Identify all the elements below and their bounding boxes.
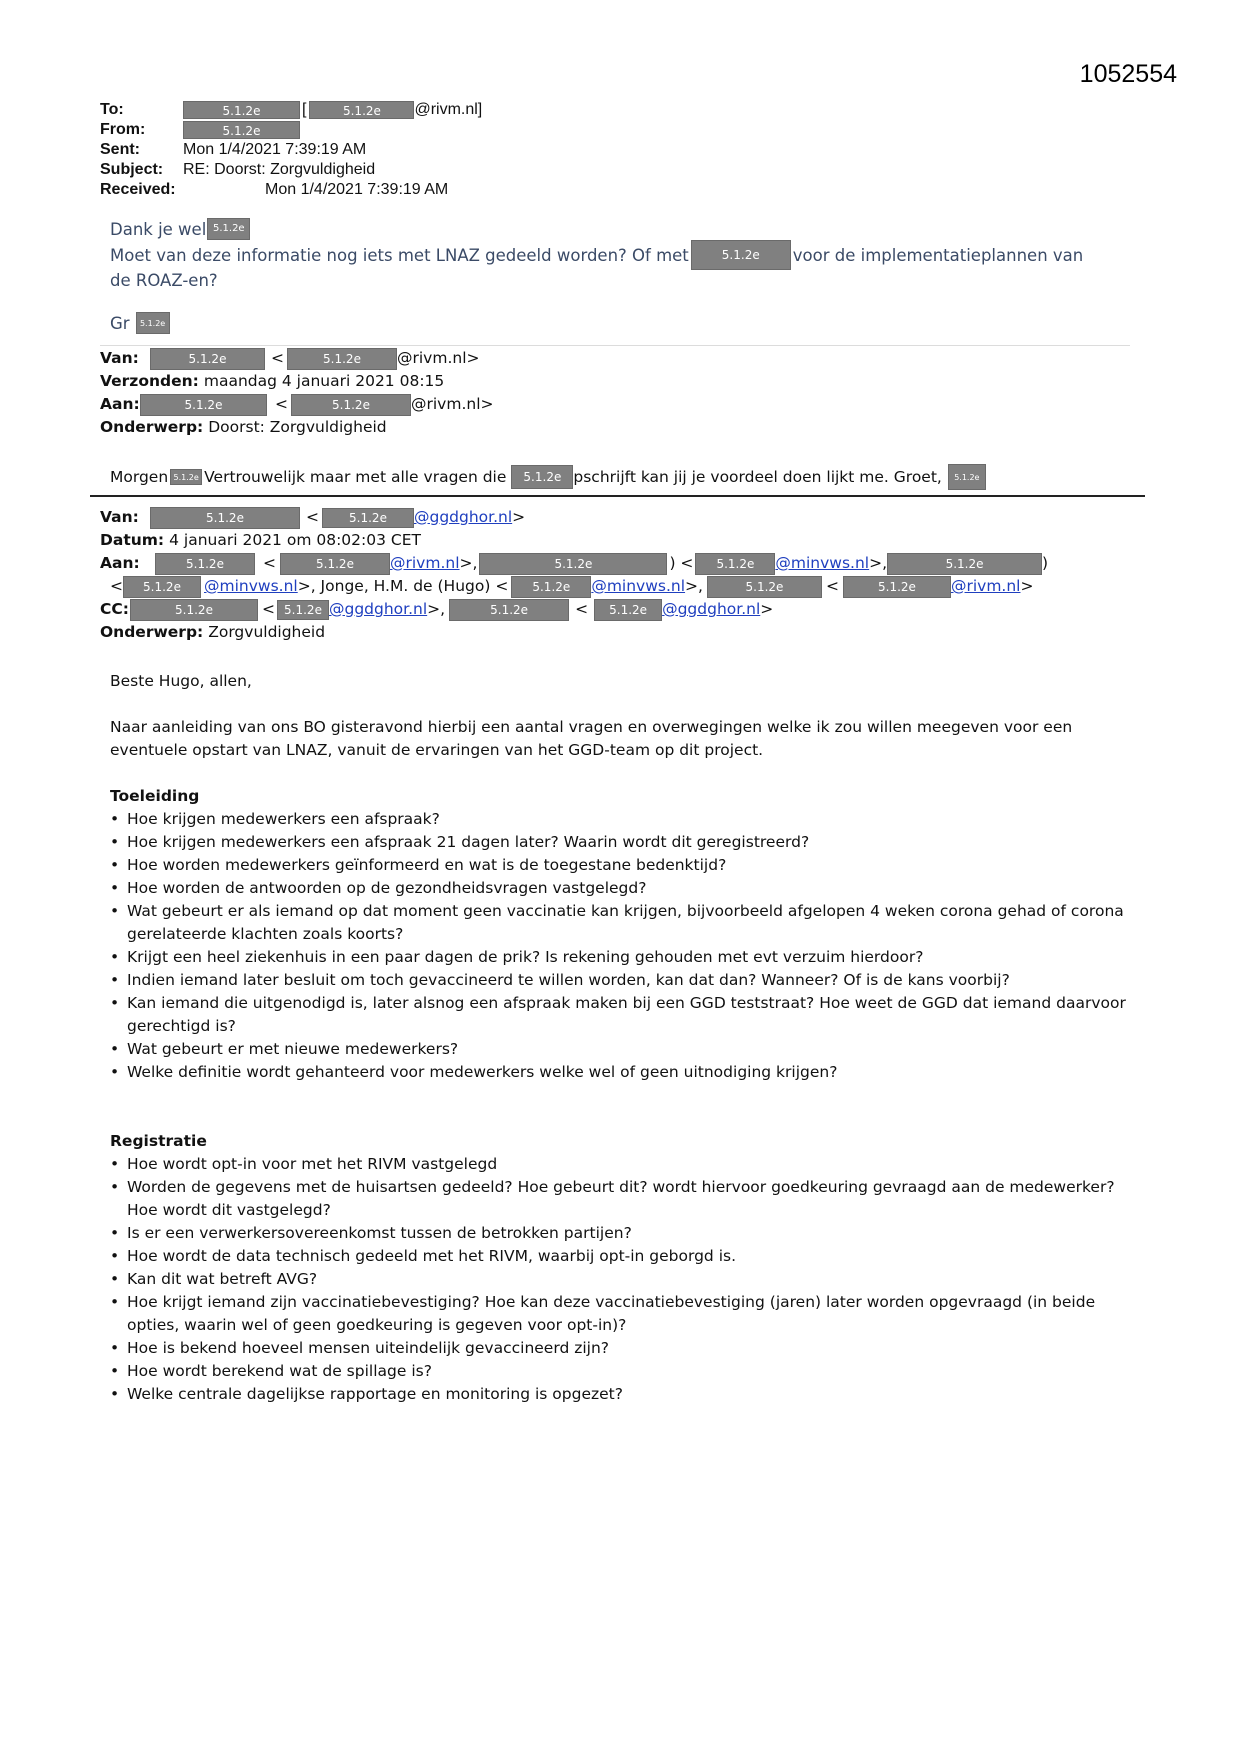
forward-header bbox=[100, 347, 494, 439]
orig-datum-row bbox=[100, 529, 1048, 552]
redaction-block: 5.1.2e bbox=[170, 469, 202, 485]
list-item: • Welke centrale dagelijkse rapportage en monitoring is opgezet? bbox=[64, 1383, 1140, 1406]
greeting: Beste Hugo, allen, bbox=[110, 672, 252, 690]
email-link[interactable]: @ggdghor.nl bbox=[329, 600, 428, 618]
lt: < bbox=[110, 577, 123, 595]
subject-row bbox=[100, 160, 482, 180]
document-id: 1052554 bbox=[1079, 60, 1177, 88]
email-link[interactable]: @rivm.nl bbox=[950, 577, 1021, 595]
subject-value: RE: Doorst: Zorgvuldigheid bbox=[183, 161, 376, 178]
fwd-van-label: Van: bbox=[100, 349, 139, 367]
list-item: • Hoe wordt berekend wat de spillage is? bbox=[64, 1360, 1140, 1383]
sent-row bbox=[100, 140, 482, 160]
to-row bbox=[100, 100, 482, 120]
redaction-block: 5.1.2e bbox=[887, 553, 1042, 575]
list-item: • Wat gebeurt er als iemand op dat moment geen vaccinatie kan krijgen, bijvoorbeeld afgelopen 4 weken corona gehad of corona gerelateerde klachten zoals koorts? bbox=[64, 900, 1140, 946]
redaction-block: 5.1.2e bbox=[123, 576, 201, 598]
redaction-block: 5.1.2e bbox=[322, 508, 414, 528]
list-item: • Wat gebeurt er met nieuwe medewerkers? bbox=[64, 1038, 1140, 1061]
list-item: • Welke definitie wordt gehanteerd voor medewerkers welke wel of geen uitnodiging krijgen? bbox=[64, 1061, 1140, 1084]
redaction-block: 5.1.2e bbox=[140, 394, 267, 416]
list-item: • Indien iemand later besluit om toch gevaccineerd te willen worden, kan dat dan? Wanneer? Of is de kans voorbij? bbox=[64, 969, 1140, 992]
redaction-block: 5.1.2e bbox=[479, 553, 667, 575]
list-item: • Hoe krijgen medewerkers een afspraak? bbox=[64, 808, 1140, 831]
list-item: • Is er een verwerkersovereenkomst tussen de betrokken partijen? bbox=[64, 1222, 1140, 1245]
reply-line-3: de ROAZ-en? bbox=[110, 271, 218, 290]
orig-aan-row-2 bbox=[100, 575, 1048, 598]
to-suffix: @rivm.nl] bbox=[414, 101, 483, 118]
reply-line-1: Dank je wel bbox=[110, 219, 207, 239]
redaction-block: 5.1.2e bbox=[695, 553, 775, 575]
redaction-block: 5.1.2e bbox=[948, 464, 986, 490]
gt-comma: >, bbox=[459, 554, 478, 572]
section-title-registratie: Registratie bbox=[110, 1132, 207, 1150]
gt-comma: >, bbox=[869, 554, 888, 572]
sent-label: Sent: bbox=[100, 141, 140, 158]
redaction-block: 5.1.2e bbox=[280, 553, 390, 575]
redaction-block: 5.1.2e bbox=[594, 599, 662, 621]
redaction-block: 5.1.2e bbox=[843, 576, 951, 598]
reply-line-2b: voor de implementatieplannen van bbox=[792, 245, 1084, 265]
to-bracket: [ bbox=[302, 101, 307, 118]
reply-sign: Gr bbox=[110, 313, 130, 333]
received-value: Mon 1/4/2021 7:39:19 AM bbox=[265, 181, 449, 198]
redaction-block: 5.1.2e bbox=[136, 312, 170, 334]
from-label: From: bbox=[100, 121, 146, 138]
separator-line bbox=[100, 345, 1130, 346]
list-item: • Kan dit wat betreft AVG? bbox=[64, 1268, 1140, 1291]
orig-aan-row bbox=[100, 552, 1048, 575]
email-link[interactable]: @rivm.nl bbox=[390, 554, 460, 572]
fwd-aan-label: Aan: bbox=[100, 395, 140, 413]
subject-label: Subject: bbox=[100, 161, 164, 178]
from-row bbox=[100, 120, 482, 140]
lt: < bbox=[271, 349, 284, 367]
gt-comma: >, bbox=[685, 577, 703, 595]
list-item: • Hoe wordt de data technisch gedeeld met het RIVM, waarbij opt-in geborgd is. bbox=[64, 1245, 1140, 1268]
lt: < bbox=[262, 600, 275, 618]
orig-onderwerp-value: Zorgvuldigheid bbox=[208, 623, 326, 641]
fwd-aan-email: @rivm.nl> bbox=[411, 395, 494, 413]
reply-line-2a: Moet van deze informatie nog iets met LNAZ gedeeld worden? Of met bbox=[110, 245, 689, 265]
email-export-header bbox=[100, 100, 482, 200]
redaction-block: 5.1.2e bbox=[287, 348, 397, 370]
email-link[interactable]: @minvws.nl bbox=[775, 554, 870, 572]
fwd-onderwerp-value: Doorst: Zorgvuldigheid bbox=[208, 418, 387, 436]
fwd-van-email: @rivm.nl> bbox=[397, 349, 480, 367]
redaction-block: 5.1.2e bbox=[707, 576, 822, 598]
list-item: • Hoe is bekend hoeveel mensen uiteindelijk gevaccineerd zijn? bbox=[64, 1337, 1140, 1360]
fwd-van-row bbox=[100, 347, 494, 370]
email-link[interactable]: @ggdghor.nl bbox=[662, 600, 761, 618]
orig-van-row bbox=[100, 506, 1048, 529]
fwd-verzonden-label: Verzonden: bbox=[100, 372, 199, 390]
hugo-text: >, Jonge, H.M. de (Hugo) < bbox=[297, 577, 509, 595]
fwd-body-a: Morgen bbox=[110, 468, 169, 486]
orig-datum-value: 4 januari 2021 om 08:02:03 CET bbox=[169, 531, 421, 549]
registratie-list bbox=[110, 1153, 1140, 1406]
orig-aan-label: Aan: bbox=[100, 554, 140, 572]
lt: < bbox=[306, 508, 319, 526]
list-item: • Hoe worden de antwoorden op de gezondheidsvragen vastgelegd? bbox=[64, 877, 1140, 900]
paren: ) bbox=[1042, 554, 1049, 572]
fwd-onderwerp-row bbox=[100, 416, 494, 439]
section-title-toeleiding: Toeleiding bbox=[110, 787, 200, 805]
orig-van-label: Van: bbox=[100, 508, 139, 526]
orig-onderwerp-label: Onderwerp: bbox=[100, 623, 204, 641]
orig-cc-row bbox=[100, 598, 1048, 621]
list-item: • Kan iemand die uitgenodigd is, later alsnog een afspraak maken bij een GGD teststraat? Hoe weet de GGD dat iemand daarvoor gerechtigd is? bbox=[64, 992, 1140, 1038]
redaction-block: 5.1.2e bbox=[691, 240, 791, 270]
email-link[interactable]: @minvws.nl bbox=[591, 577, 686, 595]
lt: < bbox=[263, 554, 276, 572]
to-label: To: bbox=[100, 101, 124, 118]
original-header bbox=[100, 506, 1048, 644]
redaction-block: 5.1.2e bbox=[511, 576, 591, 598]
original-message-body bbox=[110, 670, 1140, 1406]
orig-onderwerp-row bbox=[100, 621, 1048, 644]
paren-lt: ) < bbox=[669, 554, 694, 572]
fwd-verzonden-row bbox=[100, 370, 494, 393]
orig-cc-label: CC: bbox=[100, 600, 129, 618]
redaction-block: 5.1.2e bbox=[150, 507, 300, 529]
redaction-block: 5.1.2e bbox=[291, 394, 411, 416]
forward-message bbox=[110, 464, 986, 490]
redaction-block: 5.1.2e bbox=[155, 553, 255, 575]
lt: < bbox=[275, 395, 288, 413]
list-item: • Krijgt een heel ziekenhuis in een paar dagen de prik? Is rekening gehouden met evt verzuim hierdoor? bbox=[64, 946, 1140, 969]
separator-line bbox=[90, 495, 1145, 497]
fwd-aan-row bbox=[100, 393, 494, 416]
gt: > bbox=[760, 600, 774, 618]
redaction-block: 5.1.2e bbox=[309, 101, 414, 119]
lt: < bbox=[825, 577, 839, 595]
redaction-block: 5.1.2e bbox=[183, 121, 300, 139]
list-item: • Worden de gegevens met de huisartsen gedeeld? Hoe gebeurt dit? wordt hiervoor goedkeuring gevraagd aan de medewerker? Hoe wordt dit vastgelegd? bbox=[64, 1176, 1140, 1222]
fwd-verzonden-value: maandag 4 januari 2021 08:15 bbox=[203, 372, 445, 390]
list-item: • Hoe krijgen medewerkers een afspraak 21 dagen later? Waarin wordt dit geregistreerd? bbox=[64, 831, 1140, 854]
fwd-onderwerp-label: Onderwerp: bbox=[100, 418, 204, 436]
fwd-body-c: pschrijft kan jij je voordeel doen lijkt me. Groet, bbox=[573, 468, 942, 486]
received-label: Received: bbox=[100, 181, 176, 198]
lt: < bbox=[575, 600, 589, 618]
redaction-block: 5.1.2e bbox=[183, 101, 300, 119]
orig-datum-label: Datum: bbox=[100, 531, 165, 549]
fwd-body-b: Vertrouwelijk maar met alle vragen die bbox=[204, 468, 507, 486]
list-item: • Hoe krijgt iemand zijn vaccinatiebevestiging? Hoe kan deze vaccinatiebevestiging (jaren) later worden opgevraagd (in beide opties, waarin wel of geen goedkeuring is gegeven voor opt-in)? bbox=[64, 1291, 1140, 1337]
redaction-block: 5.1.2e bbox=[277, 600, 329, 620]
email-link[interactable]: @ggdghor.nl bbox=[414, 508, 513, 526]
gt: > bbox=[1020, 577, 1034, 595]
list-item: • Hoe worden medewerkers geïnformeerd en wat is de toegestane bedenktijd? bbox=[64, 854, 1140, 877]
sent-value: Mon 1/4/2021 7:39:19 AM bbox=[183, 141, 367, 158]
toeleiding-list bbox=[110, 808, 1140, 1084]
redaction-block: 5.1.2e bbox=[511, 465, 573, 489]
intro-paragraph: Naar aanleiding van ons BO gisteravond hierbij een aantal vragen en overwegingen welke ik zou willen meegeven voor een eventuele opstart van LNAZ, vanuit de ervaringen van het GGD-team op dit project. bbox=[110, 718, 1073, 759]
list-item: • Hoe wordt opt-in voor met het RIVM vastgelegd bbox=[64, 1153, 1140, 1176]
email-link[interactable]: @minvws.nl bbox=[204, 577, 298, 595]
redaction-block: 5.1.2e bbox=[130, 599, 258, 621]
reply-message bbox=[110, 218, 1130, 334]
received-row bbox=[100, 180, 482, 200]
redaction-block: 5.1.2e bbox=[449, 599, 569, 621]
redaction-block: 5.1.2e bbox=[150, 348, 265, 370]
gt-comma: >, bbox=[427, 600, 446, 618]
gt: > bbox=[512, 508, 526, 526]
redaction-block: 5.1.2e bbox=[207, 218, 250, 240]
